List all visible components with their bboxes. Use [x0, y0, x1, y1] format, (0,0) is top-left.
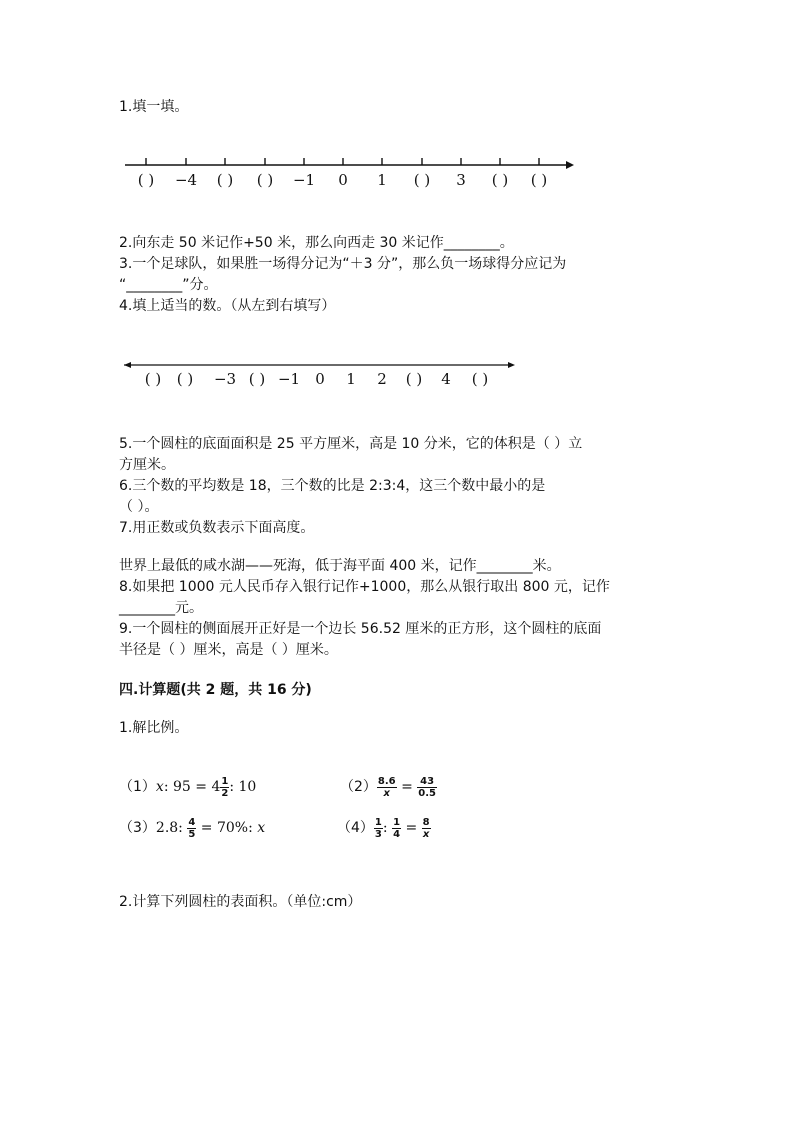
number-line-2-label: −1	[277, 370, 301, 388]
number-line-1-label: 0	[338, 171, 348, 189]
equation-1	[119, 773, 256, 801]
fraction-numerator: 1	[374, 816, 382, 828]
question-5-line-1: 5.一个圆柱的底面面积是 25 平方厘米，高是 10 分米，它的体积是（ ）立	[119, 436, 583, 452]
equation-1-index: （1）	[119, 779, 156, 795]
equation-1-fraction	[220, 776, 229, 799]
number-line-1-label: 1	[377, 171, 387, 189]
fraction-numerator: 1	[221, 775, 229, 787]
equation-3-part: 2.8:	[155, 820, 188, 836]
question-1-text: 1.填一填。	[119, 99, 189, 115]
equation-2-index: （2）	[340, 779, 377, 795]
number-line-1-label: 3	[456, 171, 466, 189]
number-line-1-label: −1	[292, 171, 316, 189]
question-4-text: 4.填上适当的数。（从左到右填写）	[119, 298, 336, 314]
equation-1-var: x	[155, 779, 164, 795]
equation-4-equals: =	[401, 820, 422, 836]
question-6-line-2: （ ）。	[119, 499, 159, 515]
equation-4-fraction	[374, 817, 383, 840]
number-line-2-label: ( )	[144, 370, 162, 388]
fraction-denominator: 4	[393, 828, 401, 840]
equation-3-fraction	[187, 817, 196, 840]
question-8-line-1: 8.如果把 1000 元人民币存入银行记作+1000，那么从银行取出 800 元，记作	[119, 579, 610, 595]
number-line-1-label: ( )	[137, 171, 155, 189]
fraction-numerator: 8	[422, 816, 430, 828]
number-line-1-label: ( )	[216, 171, 234, 189]
question-3-line-1: 3.一个足球队，如果胜一场得分记为“＋3 分”，那么负一场球得分应记为	[119, 256, 567, 272]
number-line-1-label: ( )	[413, 171, 431, 189]
number-line-2-label: ( )	[248, 370, 266, 388]
equation-3	[119, 814, 265, 842]
fraction-denominator: 2	[221, 787, 229, 799]
fraction-numerator: 1	[393, 816, 401, 828]
equation-4-colon: :	[382, 820, 393, 836]
calc-1-title: 1.解比例。	[119, 720, 189, 736]
number-line-1-axis	[0, 150, 794, 195]
equation-4	[337, 814, 431, 842]
fraction-denominator: 5	[188, 828, 196, 840]
fraction-denominator: 0.5	[418, 787, 436, 799]
number-line-1-label: −4	[174, 171, 198, 189]
equation-1-part: : 95 = 4	[163, 779, 221, 795]
fraction-numerator: 4	[188, 816, 196, 828]
question-8-line-2: ________元。	[119, 600, 203, 616]
number-line-2-label: 4	[441, 370, 451, 388]
fraction-numerator: 8.6	[377, 775, 396, 787]
equation-4-fraction	[422, 817, 431, 840]
fraction-numerator: 43	[417, 776, 437, 788]
number-line-2-label: 1	[346, 370, 356, 388]
question-7-line-2: 世界上最低的咸水湖——死海，低于海平面 400 米，记作________米。	[119, 558, 561, 574]
question-5-line-2: 方厘米。	[119, 457, 175, 473]
equation-4-fraction	[392, 817, 401, 840]
number-line-1-label: ( )	[256, 171, 274, 189]
equation-2-equals: =	[396, 779, 418, 795]
question-6-line-1: 6.三个数的平均数是 18，三个数的比是 2:3:4，这三个数中最小的是	[119, 478, 546, 494]
equation-4-index: （4）	[337, 820, 374, 836]
number-line-1-label: ( )	[491, 171, 509, 189]
number-line-2-label: ( )	[176, 370, 194, 388]
number-line-2-label: −3	[213, 370, 237, 388]
number-line-2-label: 2	[377, 370, 387, 388]
section-4-title: 四.计算题(共 2 题，共 16 分)	[119, 682, 312, 698]
question-3-line-2: “________”分。	[119, 277, 218, 293]
fraction-denominator: 3	[374, 828, 382, 840]
equation-2-fraction	[417, 776, 437, 799]
equation-2	[340, 773, 437, 801]
question-7-line-1: 7.用正数或负数表示下面高度。	[119, 520, 315, 536]
question-9-line-1: 9.一个圆柱的侧面展开正好是一个边长 56.52 厘米的正方形，这个圆柱的底面	[119, 621, 602, 637]
equation-1-part: : 10	[229, 779, 257, 795]
question-9-line-2: 半径是（ ）厘米，高是（ ）厘米。	[119, 642, 338, 658]
equation-3-part: = 70%:	[196, 820, 258, 836]
number-line-2-label: ( )	[405, 370, 423, 388]
equation-3-var: x	[257, 820, 266, 836]
fraction-denominator: x	[383, 787, 390, 799]
number-line-2-label: 0	[315, 370, 325, 388]
number-line-2-label: ( )	[471, 370, 489, 388]
number-line-2	[0, 355, 794, 395]
number-line-1	[0, 150, 794, 195]
calc-2-title: 2.计算下列圆柱的表面积。（单位:cm）	[119, 894, 362, 910]
fraction-denominator: x	[422, 828, 430, 840]
question-2-text: 2.向东走 50 米记作+50 米，那么向西走 30 米记作________。	[119, 235, 514, 251]
number-line-2-axis	[0, 355, 794, 395]
number-line-1-label: ( )	[530, 171, 548, 189]
equation-2-fraction	[377, 776, 397, 799]
equation-3-index: （3）	[119, 820, 156, 836]
